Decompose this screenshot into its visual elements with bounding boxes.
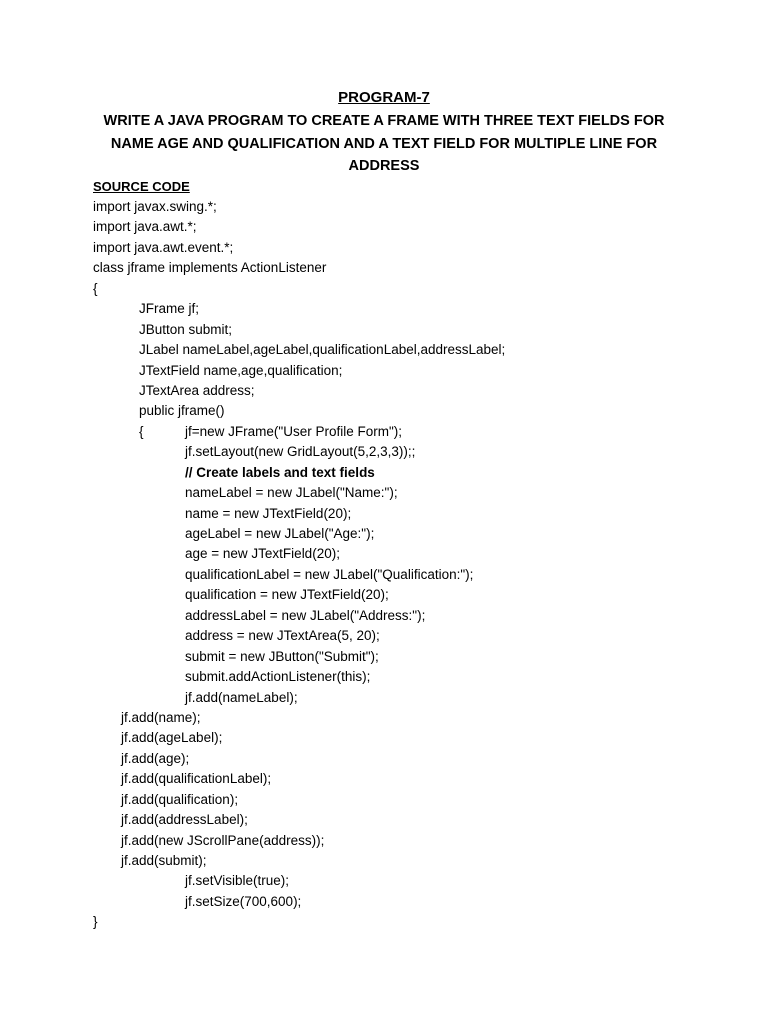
- code-line: jf.add(addressLabel);: [121, 812, 248, 828]
- code-line: name = new JTextField(20);: [185, 505, 352, 521]
- code-comment: // Create labels and text fields: [185, 464, 375, 480]
- code-line: jf.setSize(700,600);: [185, 893, 302, 909]
- code-line: qualification = new JTextField(20);: [185, 587, 389, 603]
- code-line: import javax.swing.*;: [93, 199, 217, 214]
- code-line: jf.add(name);: [121, 709, 201, 725]
- code-line: [0, 422, 768, 442]
- program-title: PROGRAM-7: [338, 89, 430, 106]
- code-line: submit.addActionListener(this);: [185, 669, 371, 685]
- code-line: JFrame jf;: [139, 301, 200, 317]
- code-line: JTextArea address;: [139, 382, 255, 398]
- code-statement: jf=new JFrame("User Profile Form");: [185, 423, 402, 439]
- code-block: [0, 197, 768, 933]
- source-code-heading: SOURCE CODE: [93, 179, 190, 194]
- code-line: JButton submit;: [139, 321, 233, 337]
- code-line: jf.add(nameLabel);: [185, 689, 298, 705]
- code-line: }: [93, 914, 98, 930]
- code-line: jf.add(ageLabel);: [121, 730, 223, 746]
- code-line: public jframe(): [139, 403, 225, 419]
- code-line: ageLabel = new JLabel("Age:");: [185, 526, 375, 541]
- code-line: nameLabel = new JLabel("Name:");: [185, 485, 398, 501]
- code-line: submit = new JButton("Submit");: [185, 648, 379, 664]
- code-line: jf.setVisible(true);: [185, 873, 290, 889]
- code-line: jf.add(qualificationLabel);: [121, 771, 272, 787]
- code-line: import java.awt.event.*;: [93, 239, 234, 255]
- code-line: jf.add(submit);: [121, 853, 207, 868]
- code-line: addressLabel = new JLabel("Address:");: [185, 607, 426, 623]
- code-line: qualificationLabel = new JLabel("Qualification:");: [185, 566, 474, 582]
- code-line: {: [93, 280, 98, 296]
- code-line: jf.add(age);: [121, 750, 190, 766]
- code-line: jf.add(new JScrollPane(address));: [121, 832, 325, 848]
- code-line: JTextField name,age,qualification;: [139, 362, 343, 378]
- code-line: JLabel nameLabel,ageLabel,qualificationLabel,addressLabel;: [139, 342, 506, 358]
- question-text: WRITE A JAVA PROGRAM TO CREATE A FRAME WITH THREE TEXT FIELDS FOR NAME AGE AND QUALIFICATION AND A TEXT FIELD FOR MULTIPLE LINE FOR ADDRESS: [103, 113, 665, 174]
- code-line: class jframe implements ActionListener: [93, 260, 327, 276]
- code-line: address = new JTextArea(5, 20);: [185, 628, 380, 644]
- code-line: jf.setLayout(new GridLayout(5,2,3,3));;: [185, 444, 416, 460]
- code-brace: {: [139, 423, 144, 439]
- code-line: import java.awt.*;: [93, 219, 197, 235]
- code-line: jf.add(qualification);: [121, 791, 239, 807]
- code-line: age = new JTextField(20);: [185, 546, 340, 562]
